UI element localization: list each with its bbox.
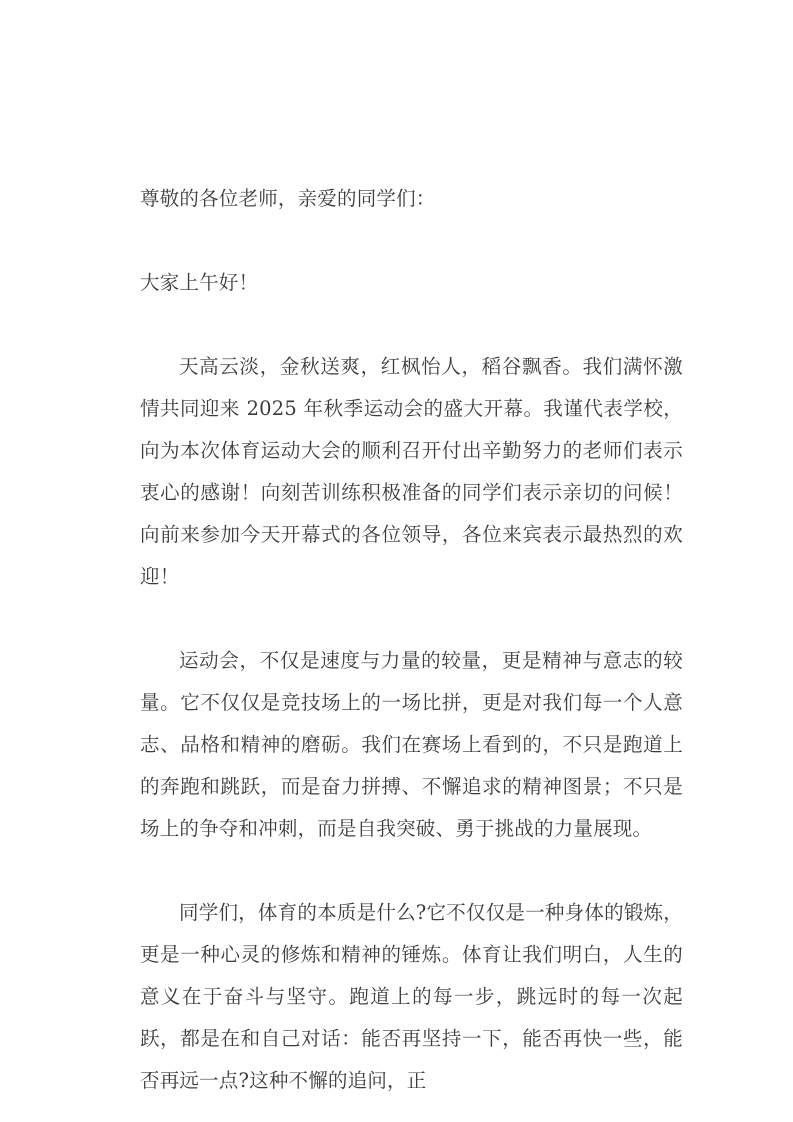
paragraph-spirit-of-sports: 运动会，不仅是速度与力量的较量，更是精神与意志的较量。它不仅仅是竞技场上的一场比拼，更是对我们每一个人意志、品格和精神的磨砺。我们在赛场上看到的，不只是跑道上的奔跑和跳跃，而是奋力拼搏、不懈追求的精神图景；不只是场上的争夺和冲刺，而是自我突破、勇于挑战的力量展现。 — [140, 649, 683, 840]
paragraph-greeting: 大家上午好！ — [140, 271, 259, 294]
paragraph-salutation: 尊敬的各位老师，亲爱的同学们： — [140, 187, 436, 210]
paragraph-essence-of-pe: 同学们，体育的本质是什么?它不仅仅是一种身体的锻炼，更是一种心灵的修炼和精神的锤炼。体育让我们明白，人生的意义在于奋斗与坚守。跑道上的每一步，跳远时的每一次起跃，都是在和自己对话：能否再坚持一下，能否再快一些，能否再远一点?这种不懈的追问，正 — [140, 901, 683, 1092]
document-text-body — [140, 178, 683, 1102]
paragraph-opening-welcome: 天高云淡，金秋送爽，红枫怡人，稻谷飘香。我们满怀激情共同迎来 2025 年秋季运动会的盛大开幕。我谨代表学校，向为本次体育运动大会的顺利召开付出辛勤努力的老师们表示衷心的感谢！向刻苦训练积极准备的同学们表示亲切的问候！向前来参加今天开幕式的各位领导，各位来宾表示最热烈的欢迎！ — [140, 355, 683, 588]
